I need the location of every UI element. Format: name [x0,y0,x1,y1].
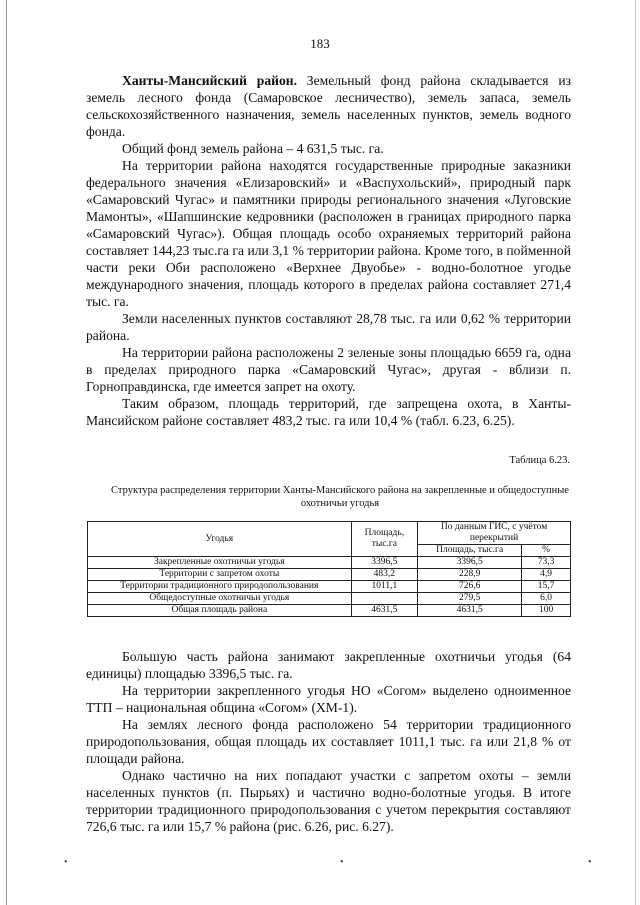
paragraph: Большую часть района занимают закрепленные охотничьи угодья (64 единицы) площадью 3396,5 тыс. га. [86,649,571,681]
row-area: 4631,5 [351,605,417,617]
page-number: 183 [310,36,330,51]
column-header-land: Угодья [88,522,352,557]
scan-speck: • [588,857,592,868]
paragraph: Таким образом, площадь территорий, где запрещена охота, в Ханты-Мансийском районе составляет 483,2 тыс. га или 10,4 % (табл. 6.23, 6.25). [86,396,571,428]
hunting-land-table [87,521,571,617]
scan-speck: • [64,857,68,868]
district-heading: Ханты-Мансийский район. [122,73,297,88]
paragraph: На территории закрепленного угодья НО «Согом» выделено одноименное ТТП – национальная община «Согом» (ХМ-1). [86,683,571,715]
scan-speck: • [340,857,344,868]
table-row [88,605,571,617]
page-right-border [635,0,636,905]
row-name: Территории с запретом охоты [88,569,352,581]
paragraph: На территории района находятся государственные природные заказники федерального значения «Елизаровский» и «Вaспухольский», природный парк «Самаровский Чугас» и памятники природы регионального значения «Луговские Мамонты», «Шапшинские кедровники (расположен в границах природного парка «Самаровский Чугас»). Общая площадь особо охраняемых территорий района составляет 144,23 тыс.га га или 3,1 % территории района. Кроме того, в пойменной части реки Оби расположено «Верхнее Двуобье» - водно-болотное угодье международного значения, площадь которого в пределах района составляет 271,4 тыс. га. [86,158,571,309]
row-name: Закрепленные охотничьи угодья [88,557,352,569]
row-area: 3396,5 [351,557,417,569]
paragraph: На землях лесного фонда расположено 54 территории традиционного природопользования, общая площадь их составляет 1011,1 тыс. га или 21,8 % от площади района. [86,717,571,766]
row-percent: 15,7 [522,581,571,593]
row-name: Территории традиционного природопользования [88,581,352,593]
row-name: Общая площадь района [88,605,352,617]
table-row [88,569,571,581]
row-name: Общедоступные охотничьи угодья [88,593,352,605]
row-gis-area: 4631,5 [418,605,522,617]
column-header-percent: % [522,545,571,557]
paragraph: Однако частично на них попадают участки с запретом охоты – земли населенных пунктов (п. Пырьях) и частично водно-болотные угодья. В итоге территории традиционного природопользования с учетом перекрытия составляют 726,6 тыс. га или 15,7 % района (рис. 6.26, рис. 6.27). [86,768,571,834]
row-area: 1011,1 [351,581,417,593]
row-percent: 100 [522,605,571,617]
paragraph: На территории района расположены 2 зеленые зоны площадью 6659 га, одна в пределах природного парка «Самаровский Чугас», другая - вблизи п. Горноправдинска, где имеется запрет на охоту. [86,345,571,394]
table-number: Таблица 6.23. [509,455,570,466]
paragraph [86,72,571,140]
column-header-gis-area: Площадь, тыс.га [418,545,522,557]
row-gis-area: 228,9 [418,569,522,581]
row-area: 483,2 [351,569,417,581]
page-left-border [6,0,7,905]
section-intro [86,72,571,429]
paragraph: Общий фонд земель района – 4 631,5 тыс. га. [122,141,384,156]
table-row [88,593,571,605]
row-gis-area: 3396,5 [418,557,522,569]
paragraph-text: Земельный фонд района складывается из земель лесного фонда (Самаровское лесничество), земель запаса, земель сельскохозяйственного назначения, земель населенных пунктов, земель водного фонда. [86,73,571,139]
section-summary [86,648,571,835]
row-gis-area: 726,6 [418,581,522,593]
column-header-area: Площадь, тыс.га [351,522,417,557]
row-percent: 73,3 [522,557,571,569]
table-row [88,557,571,569]
column-header-gis-group: По данным ГИС, с учётом перекрытий [418,522,571,545]
table-header-row [88,522,571,545]
table-caption: Структура распределения территории Ханты-Мансийского района на закрепленные и общедоступные охотничьи угодья [111,485,569,509]
row-area [351,593,417,605]
row-percent: 6,0 [522,593,571,605]
row-percent: 4,9 [522,569,571,581]
table-row [88,581,571,593]
row-gis-area: 279,5 [418,593,522,605]
paragraph: Земли населенных пунктов составляют 28,78 тыс. га или 0,62 % территории района. [86,311,571,343]
